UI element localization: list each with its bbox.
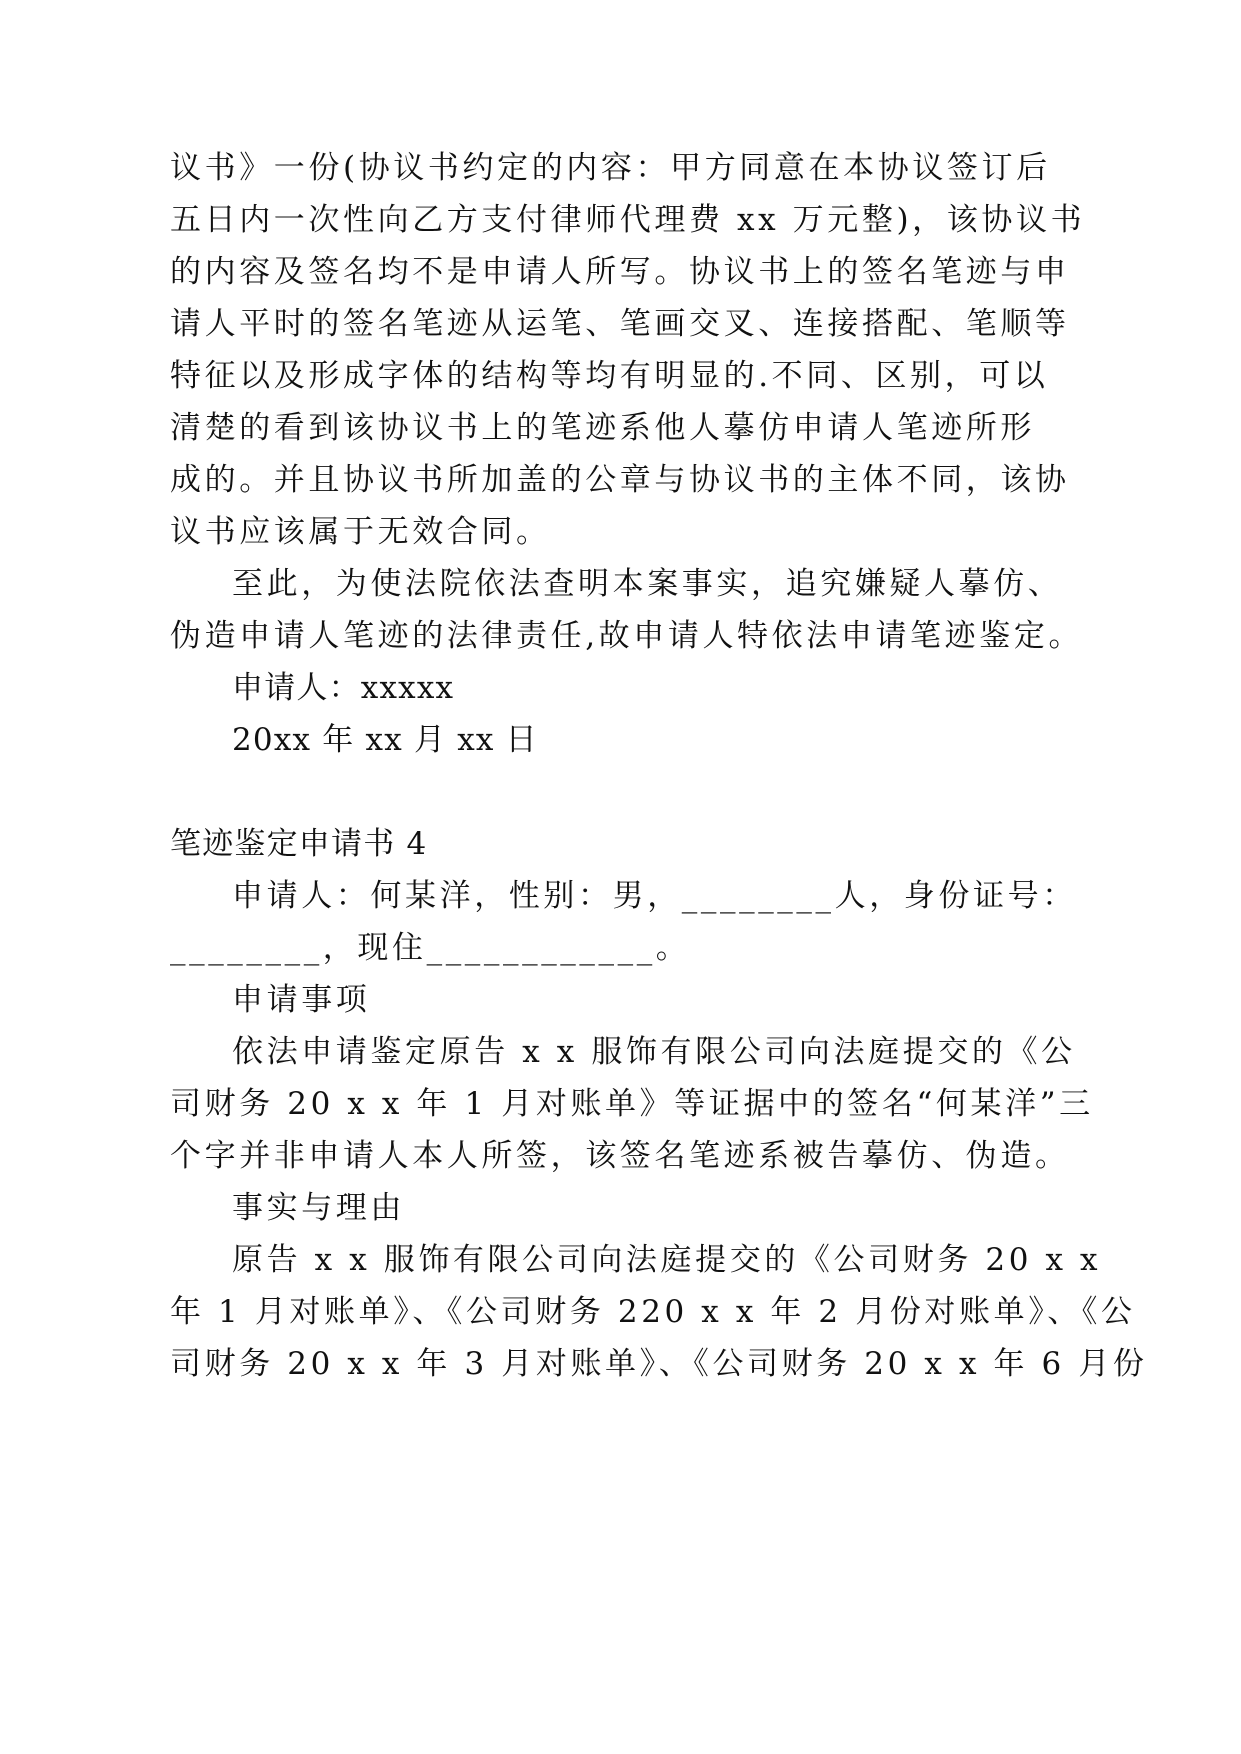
paragraph-line: 请人平时的签名笔迹从运笔、笔画交叉、连接搭配、笔顺等 [170,306,1070,342]
paragraph-line: 伪造申请人笔迹的法律责任,故申请人特依法申请笔迹鉴定。 [170,618,1084,654]
matters-line: 个字并非申请人本人所签，该签名笔迹系被告摹仿、伪造。 [170,1138,1070,1174]
paragraph-line: 的内容及签名均不是申请人所写。协议书上的签名笔迹与申 [170,254,1070,290]
facts-line: 司财务 20 x x 年 3 月对账单》、《公司财务 20 x x 年 6 月份 [170,1346,1148,1382]
matters-line: 司财务 20 x x 年 1 月对账单》等证据中的签名“何某洋”三 [170,1086,1094,1122]
facts-line: 年 1 月对账单》、《公司财务 220 x x 年 2 月份对账单》、《公 [170,1294,1136,1330]
paragraph-line: 特征以及形成字体的结构等均有明显的.不同、区别，可以 [170,358,1049,394]
section-title: 笔迹鉴定申请书 4 [170,826,428,862]
facts-line: 原告 x x 服饰有限公司向法庭提交的《公司财务 20 x x [232,1242,1102,1278]
paragraph-line: 五日内一次性向乙方支付律师代理费 xx 万元整)，该协议书 [170,202,1086,238]
paragraph-line: 至此，为使法院依法查明本案事实，追究嫌疑人摹仿、 [232,566,1063,602]
applicant-signature: 申请人：xxxxx [232,670,455,706]
applicant-info-line: ________，现住____________。 [170,930,691,966]
paragraph-line: 成的。并且协议书所加盖的公章与协议书的主体不同，该协 [170,462,1070,498]
matters-line: 依法申请鉴定原告 x x 服饰有限公司向法庭提交的《公 [232,1034,1076,1070]
paragraph-line: 清楚的看到该协议书上的笔迹系他人摹仿申请人笔迹所形 [170,410,1035,446]
matters-heading: 申请事项 [232,982,371,1018]
paragraph-line: 议书》一份(协议书约定的内容：甲方同意在本协议签订后 [170,150,1051,186]
applicant-info-line: 申请人：何某洋，性别：男，________人，身份证号： [232,878,1077,914]
signature-date: 20xx 年 xx 月 xx 日 [232,722,538,758]
facts-heading: 事实与理由 [232,1190,405,1226]
paragraph-line: 议书应该属于无效合同。 [170,514,551,550]
